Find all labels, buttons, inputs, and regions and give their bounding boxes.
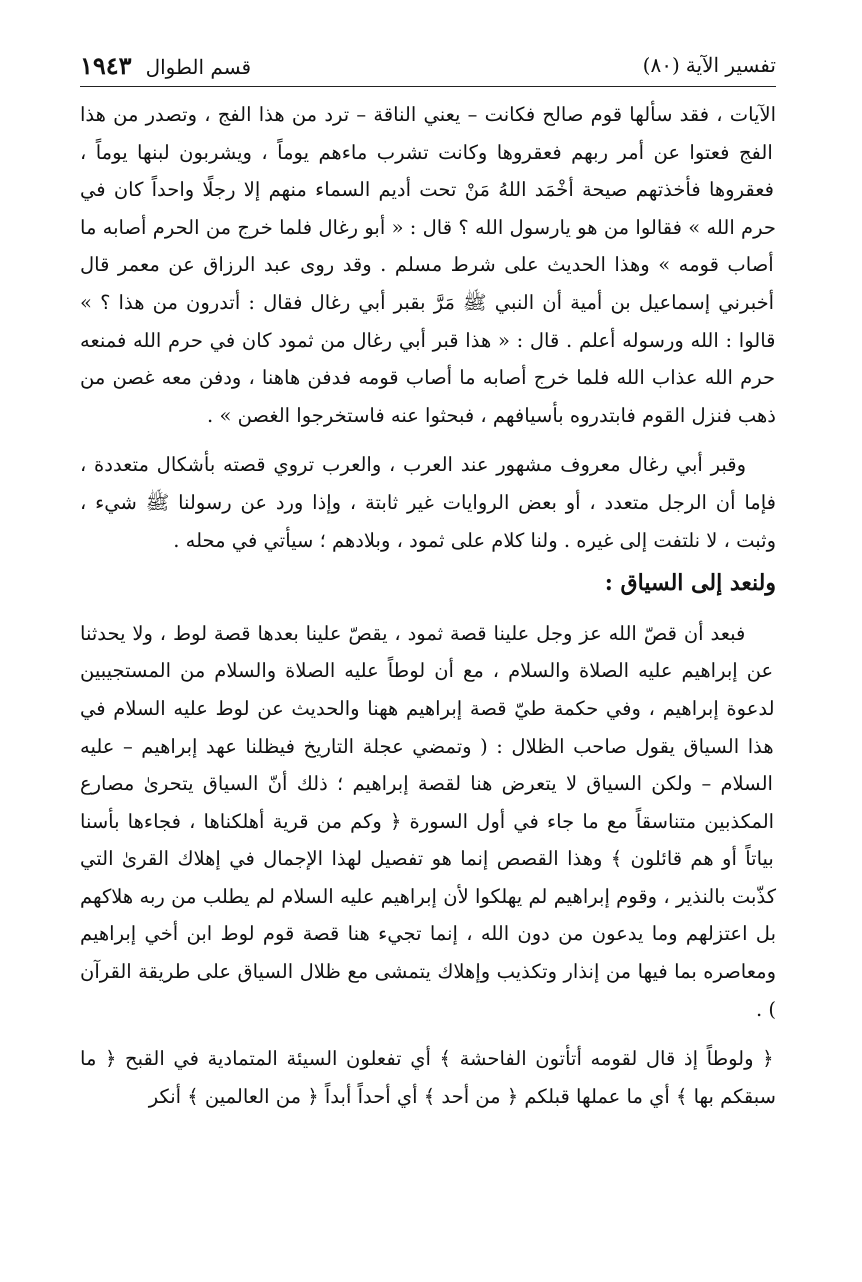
- text-line: متعددة ، فإما أن الرجل متعدد ، أو بعض الروايات غير ثابتة ، وإذا ورد عن رسولنا: [80, 453, 776, 514]
- paragraph-spacer: [80, 1028, 776, 1040]
- text-line: السلام – ولكن السياق لا يتعرض هنا لقصة إبراهيم ؛ ذلك أنّ السياق يتحرىٰ مصارع: [80, 772, 773, 796]
- book-title: تفسير الآية: [685, 53, 776, 77]
- text-line: فبعد أن قصّ الله عز وجل علينا قصة ثمود ، يقصّ علينا بعدها قصة لوط ، ولا يحدثنا: [80, 621, 746, 645]
- text-line: سبقكم بها ﴾ أي ما عملها قبلكم ﴿ من أحد ﴾ أي أحداً أبداً ﴿ من العالمين ﴾ أنكر: [148, 1084, 776, 1108]
- text-line: حرم الله عذاب الله فلما خرج أصابه ما أصاب قومه فدفن هاهنا ، ودفن معه غصن من: [80, 366, 776, 390]
- page-number: ١٩٤٣: [80, 50, 132, 80]
- header-section-group: [80, 51, 251, 80]
- paragraph-verse-lut: [80, 1040, 776, 1115]
- text-line: عن إبراهيم عليه الصلاة والسلام ، مع أن لوطاً عليه الصلاة والسلام من المستجيبين: [80, 659, 774, 683]
- text-line: وقبر أبي رغال معروف مشهور عند العرب ، والعرب تروي قصته بأشكال: [148, 453, 746, 477]
- text-line: هذا السياق يقول صاحب الظلال : ( وتمضي عجلة التاريخ فيظلنا عهد إبراهيم – عليه: [80, 734, 774, 758]
- text-line: قالوا : الله ورسوله أعلم . قال : « هذا قبر أبي رغال من ثمود كان في حرم الله فمنعه: [80, 328, 776, 352]
- text-line: هذا الفج فعتوا عن أمر ربهم فعقروها وكانت تشرب ماءهم يوماً ، ويشربون لبنها يوماً ،: [80, 103, 773, 164]
- section-heading: ولنعد إلى السياق :: [604, 570, 776, 597]
- page-body: [80, 96, 776, 1115]
- paragraph-spacer: [80, 434, 776, 446]
- verse-reference: (٨٠): [642, 53, 680, 77]
- section-title: قسم الطوال: [145, 54, 252, 79]
- paragraph-abu-righal: [80, 446, 776, 559]
- text-line: هلاكهم بل اعتزلهم وما يدعون من دون الله ، إنما تجيء هنا قصة قوم لوط ابن أخي: [80, 884, 776, 946]
- text-line: ذهب فنزل القوم فابتدروه بأسيافهم ، فبحثوا عنه فاستخرجوا الغصن » .: [207, 403, 776, 427]
- text-line: فعقروها فأخذتهم صيحة أخْمَد اللهُ مَنْ تحت أديم السماء منهم إلا رجلًا واحداً كان في: [80, 178, 774, 202]
- text-line: إبراهيم ومعاصره بما فيها من إنذار وتكذيب وإهلاك يتمشى مع ظلال السياق على طريقة: [80, 922, 776, 984]
- text-line: لدعوة إبراهيم ، وفي حكمة طيّ قصة إبراهيم ههنا والحديث عن لوط عليه السلام في: [80, 696, 775, 720]
- text-line: القرآن ) .: [80, 960, 776, 1021]
- paragraph-hadith: [80, 96, 776, 434]
- page-header: [80, 44, 776, 87]
- text-line: المكذبين متناسقاً مع ما جاء في أول السورة ﴿ وكم من قرية أهلكناها ، فجاءها بأسنا: [80, 809, 775, 833]
- text-line: كذّبت بالنذير ، وقوم إبراهيم لم يهلكوا لأن إبراهيم عليه السلام لم يطلب من ربه: [133, 884, 776, 908]
- text-line: ﷺ شيء ، وثبت ، لا نلتفت إلى غيره . ولنا كلام على ثمود ، وبلادهم ؛ سيأتي في: [80, 490, 776, 552]
- text-line: حرم الله » فقالوا من هو يارسول الله ؟ قال : « أبو رغال فلما خرج من الحرم أصابه ما: [80, 215, 776, 239]
- text-line: ﴿ ولوطاً إذ قال لقومه أتأتون الفاحشة ﴾ أي تفعلون السيئة المتمادية في القبح ﴿ ما: [80, 1047, 774, 1071]
- header-book-title-group: [643, 53, 776, 77]
- paragraph-context: [80, 615, 776, 1029]
- text-line: أخبرني إسماعيل بن أمية أن النبي ﷺ مَرَّ بقبر أبي رغال فقال : أتدرون من هذا ؟ »: [80, 290, 775, 314]
- text-line: أصاب قومه » وهذا الحديث على شرط مسلم . وقد روى عبد الرزاق عن معمر قال: [80, 253, 774, 277]
- text-line: بياتاً أو هم قائلون ﴾ وهذا القصص إنما هو تفصيل لهذا الإجمال في إهلاك القرىٰ التي: [80, 847, 774, 871]
- text-line: الآيات ، فقد سألها قوم صالح فكانت – يعني الناقة – ترد من هذا الفج ، وتصدر من: [105, 103, 776, 126]
- text-line: محله .: [173, 528, 226, 552]
